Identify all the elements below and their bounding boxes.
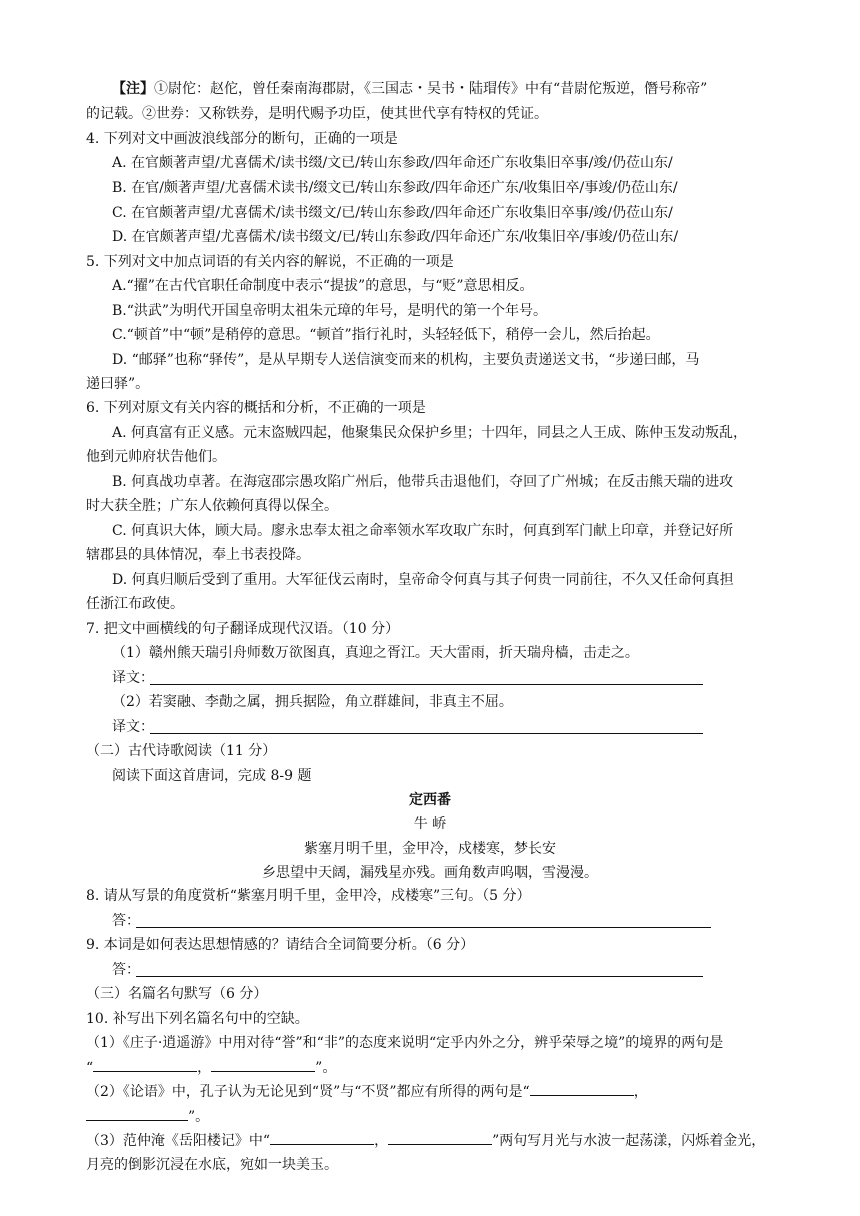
q6-option-d-cont: 任浙江布政使。	[86, 596, 184, 612]
q4-option-d: D. 在官颇著声望/尤喜儒术/读书缀文/已/转山东参政/四年命还广东/收集旧卒/事竣/仍莅山东/	[112, 229, 679, 245]
q5-stem: 5. 下列对文中加点词语的有关内容的解说，不正确的一项是	[86, 254, 454, 270]
q10-part3-line1	[86, 1130, 765, 1152]
poem-line-1: 紫塞月明千里，金甲冷，戍楼寒，梦长安	[304, 841, 556, 857]
section2-intro: 阅读下面这首唐词，完成 8-9 题	[112, 768, 312, 784]
q10-part1-line1: （1）《庄子·逍遥游》中用对待“誉”和“非”的态度来说明“定乎内外之分，辨乎荣辱之境”的境界的两句是	[86, 1035, 724, 1051]
q10-part2-line1	[86, 1081, 648, 1103]
q4-option-c: C. 在官颇著声望/尤喜儒术/读书缀文/已/转山东参政/四年命还广东收集旧卒事/竣/仍莅山东/	[112, 205, 673, 221]
q8-stem: 8. 请从写景的角度赏析“紫塞月明千里，金甲冷，戍楼寒”三句。（5 分）	[86, 888, 531, 904]
q8-answer-label: 答：	[112, 913, 140, 929]
q8-answer-line[interactable]	[136, 926, 711, 928]
poem-author: 牛 峤	[413, 816, 447, 832]
q7-answer-line-1[interactable]	[150, 683, 703, 685]
q6-stem: 6. 下列对原文有关内容的概括和分析，不正确的一项是	[86, 400, 426, 416]
q5-option-d: D. “邮驿”也称“驿传”，是从早期专人送信演变而来的机构，主要负责递送文书，“步递曰邮，马	[112, 352, 700, 368]
q10-blank-4[interactable]	[86, 1106, 188, 1121]
q7-answer-label-2: 译文：	[112, 719, 154, 735]
quote-close: ”。	[188, 1109, 210, 1125]
poem-line-2: 乡思望中天阔，漏残星亦残。画角数声呜咽，雪漫漫。	[262, 865, 598, 881]
q10-blank-2[interactable]	[211, 1057, 315, 1072]
q4-option-b: B. 在官/颇著声望/尤喜儒术读书/缀文已/转山东参政/四年命还广东/收集旧卒/事竣/仍莅山东/	[112, 180, 678, 196]
section3-title: （三）名篇名句默写（6 分）	[86, 986, 268, 1002]
q6-option-c-cont: 辖郡县的具体情况，奉上书表投降。	[86, 547, 310, 563]
q6-option-a-cont: 他到元帅府状告他们。	[86, 449, 226, 465]
q6-option-b-cont: 时大获全胜；广东人依赖何真得以保全。	[86, 498, 338, 514]
q10-blank-1[interactable]	[93, 1057, 197, 1072]
q6-option-a: A. 何真富有正义感。元末盗贼四起，他聚集民众保护乡里；十四年，同县之人王成、陈仲玉发动叛乱，	[112, 425, 748, 441]
q4-option-a: A. 在官颇著声望/尤喜儒术/读书缀/文已/转山东参政/四年命还广东收集旧卒事/竣/仍莅山东/	[112, 155, 673, 171]
q5-option-b: B.“洪武”为明代开国皇帝明太祖朱元璋的年号，是明代的第一个年号。	[112, 303, 548, 319]
comma: ，	[633, 1084, 648, 1100]
q10-blank-3[interactable]	[530, 1081, 634, 1096]
note-text-1: ①尉佗：赵佗，曾任秦南海郡尉，《三国志・吴书・陆瑁传》中有“昔尉佗叛逆，僭号称帝”	[154, 81, 708, 97]
note-tag: 【注】	[112, 81, 154, 97]
note-line-2: 的记载。②世券：又称铁券，是明代赐予功臣，使其世代享有特权的凭证。	[86, 106, 548, 122]
q9-answer-label: 答：	[112, 962, 140, 978]
q5-option-c: C.“顿首”中“顿”是稍停的意思。“顿首”指行礼时，头轻轻低下，稍停一会儿，然后抬起。	[112, 327, 660, 343]
q10-part3-text: （3）范仲淹《岳阳楼记》中“	[86, 1133, 271, 1149]
q5-option-d-cont: 递曰驿”。	[86, 376, 150, 392]
quote-open: “	[86, 1060, 94, 1076]
comma: ，	[197, 1060, 212, 1076]
q7-answer-line-2[interactable]	[150, 732, 703, 734]
q10-part1-line2	[86, 1057, 336, 1079]
q7-stem: 7. 把文中画横线的句子翻译成现代汉语。（10 分）	[86, 621, 400, 637]
section2-title: （二）古代诗歌阅读（11 分）	[86, 743, 277, 759]
q4-stem: 4. 下列对文中画波浪线部分的断句，正确的一项是	[86, 131, 398, 147]
q6-option-b: B. 何真战功卓著。在海寇邵宗愚攻陷广州后，他带兵击退他们，夺回了广州城；在反击熊天瑞的进攻	[112, 474, 734, 490]
q5-option-a: A.“擢”在古代官职任命制度中表示“提拔”的意思，与“贬”意思相反。	[112, 278, 534, 294]
q10-part3-line2: 月亮的倒影沉浸在水底，宛如一块美玉。	[86, 1157, 338, 1173]
q9-answer-line[interactable]	[136, 975, 703, 977]
q10-blank-5[interactable]	[270, 1130, 374, 1145]
quote-close: ”。	[315, 1060, 337, 1076]
q10-stem: 10. 补写出下列名篇名句中的空缺。	[86, 1011, 309, 1027]
q10-part3-tail: ”两句写月光与水波一起荡漾，闪烁着金光，	[492, 1133, 766, 1149]
comma: ，	[374, 1133, 389, 1149]
q7-sentence-2: （2）若窦融、李勣之属，拥兵据险，角立群雄间，非真主不屈。	[112, 694, 513, 710]
q7-answer-label-1: 译文：	[112, 670, 154, 686]
q9-stem: 9. 本词是如何表达思想情感的？请结合全词简要分析。（6 分）	[86, 937, 475, 953]
q10-blank-6[interactable]	[388, 1130, 492, 1145]
q10-part2-line2	[86, 1106, 209, 1128]
q7-sentence-1: （1）赣州熊天瑞引舟师数万欲图真，真迎之胥江。天大雷雨，折天瑞舟樯，击走之。	[112, 645, 639, 661]
q6-option-d: D. 何真归顺后受到了重用。大军征伐云南时，皇帝命令何真与其子何贵一同前往，不久又任命何真担	[112, 572, 734, 588]
q10-part2-text: （2）《论语》中，孔子认为无论见到“贤”与“不贤”都应有所得的两句是“	[86, 1084, 530, 1100]
poem-title: 定西番	[409, 792, 451, 808]
note-line-1	[112, 78, 707, 100]
q6-option-c: C. 何真识大体，顾大局。廖永忠奉太祖之命率领水军攻取广东时，何真到军门献上印章，并登记好所	[112, 523, 734, 539]
